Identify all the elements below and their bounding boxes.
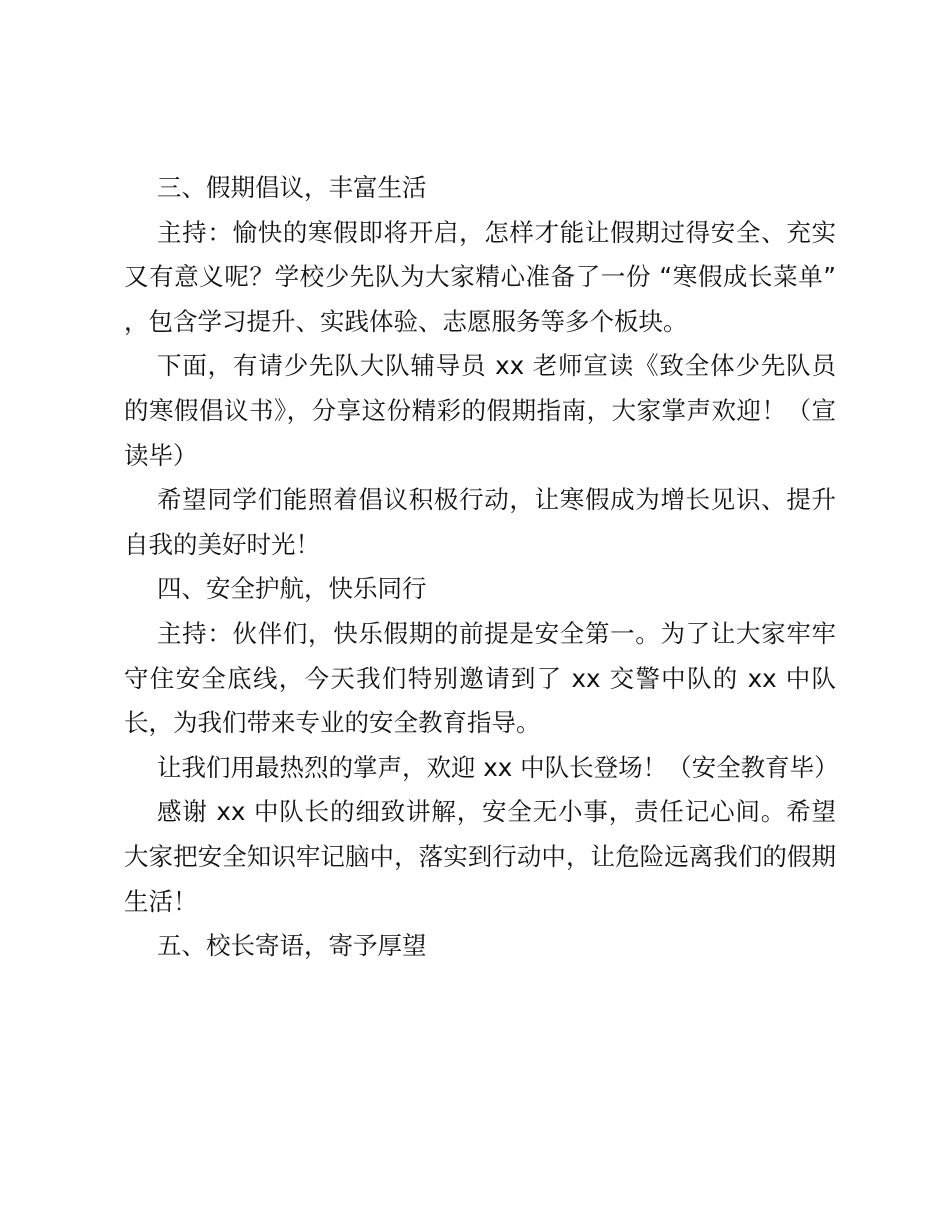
paragraph: 主持：愉快的寒假即将开启，怎样才能让假期过得安全、充实又有意义呢？学校少先队为大家精心准备了一份 “寒假成长菜单” ，包含学习提升、实践体验、志愿服务等多个板块。 — [124, 217, 836, 336]
section-heading-4: 四、安全护航，快乐同行 — [157, 574, 427, 604]
section-heading-3: 三、假期倡议，丰富生活 — [157, 173, 427, 202]
section-heading-5: 五、校长寄语，寄予厚望 — [157, 931, 427, 961]
paragraph: 下面，有请少先队大队辅导员 xx 老师宣读《致全体少先队员的寒假倡议书》，分享这份精彩的假期指南，大家掌声欢迎！（宣读毕） — [124, 351, 836, 470]
paragraph: 主持：伙伴们，快乐假期的前提是安全第一。为了让大家牢牢守住安全底线，今天我们特别邀请到了 xx 交警中队的 xx 中队长，为我们带来专业的安全教育指导。 — [124, 618, 836, 738]
paragraph: 让我们用最热烈的掌声，欢迎 xx 中队长登场！（安全教育毕） — [157, 752, 839, 782]
paragraph: 希望同学们能照着倡议积极行动，让寒假成为增长见识、提升自我的美好时光！ — [124, 485, 836, 559]
document-body — [124, 166, 839, 969]
paragraph: 感谢 xx 中队长的细致讲解，安全无小事，责任记心间。希望大家把安全知识牢记脑中，落实到行动中，让危险远离我们的假期生活！ — [124, 797, 836, 916]
